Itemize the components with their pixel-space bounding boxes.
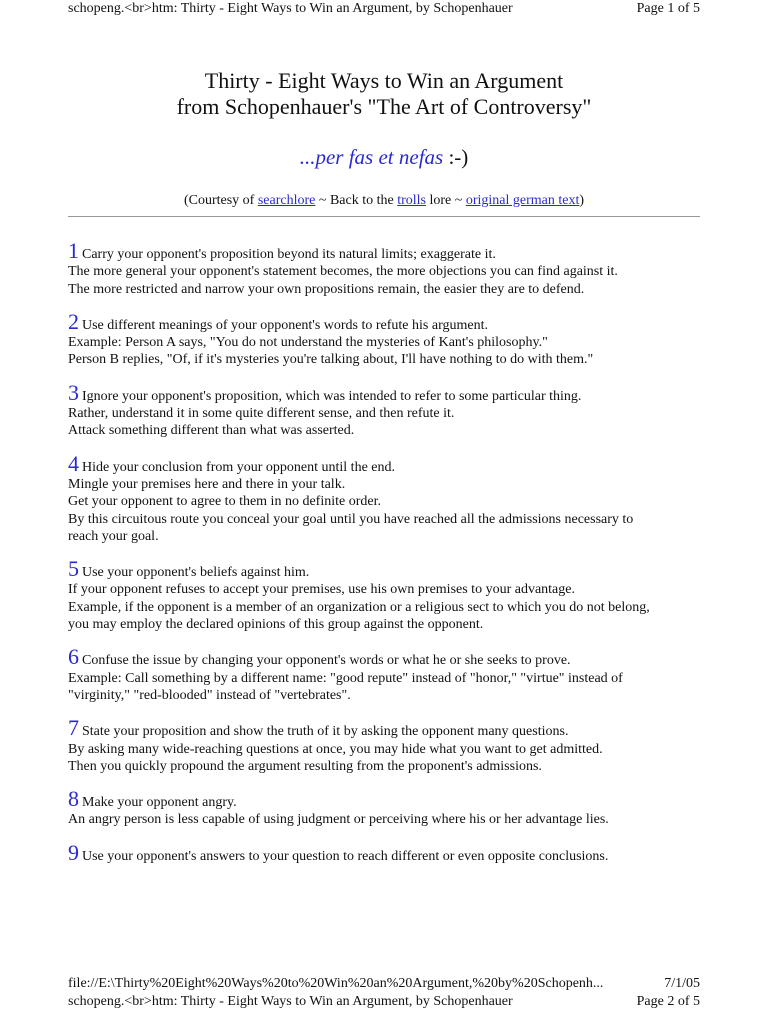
document-subtitle-source: from Schopenhauer's "The Art of Controversy" <box>176 94 592 119</box>
argument-explanation-line: Get your opponent to agree to them in no definite order. <box>68 494 381 510</box>
print-footer-title: schopeng.<br>htm: Thirty - Eight Ways to Win an Argument, by Schopenhauer <box>68 994 513 1009</box>
argument-summary: Make your opponent angry. <box>82 795 237 811</box>
argument-summary: Use different meanings of your opponent's words to refute his argument. <box>82 317 488 333</box>
argument-heading <box>68 238 708 263</box>
original-german-text-link[interactable]: original german text <box>465 193 580 208</box>
argument-explanation-line: Person B replies, "Of, if it's mysteries you're talking about, I'll have nothing to do with them." <box>68 352 594 368</box>
tagline <box>0 144 768 170</box>
courtesy-prefix: (Courtesy of <box>183 193 258 208</box>
argument-number: 2 <box>68 308 79 334</box>
argument-number: 4 <box>68 450 79 476</box>
argument-heading <box>68 308 708 334</box>
argument-item <box>68 786 708 829</box>
argument-explanation-line: Attack something different than what was asserted. <box>68 423 355 439</box>
argument-explanation <box>68 741 708 776</box>
argument-number: 6 <box>68 644 79 670</box>
argument-heading <box>68 715 708 741</box>
argument-explanation-line: Example: Person A says, "You do not understand the mysteries of Kant's philosophy." <box>68 335 548 351</box>
argument-explanation-line: By asking many wide-reaching questions at once, you may hide what you want to get admitted. <box>68 741 603 757</box>
argument-item <box>68 238 708 298</box>
argument-explanation-line: you may employ the declared opinions of this group against the opponent. <box>68 617 484 633</box>
argument-explanation <box>68 811 708 828</box>
argument-summary: State your proposition and show the truth of it by asking the opponent many questions. <box>82 724 569 740</box>
tagline-smiley: :-) <box>443 145 469 169</box>
argument-number: 5 <box>68 556 79 582</box>
argument-explanation <box>68 263 708 298</box>
searchlore-link[interactable]: searchlore <box>257 193 316 208</box>
argument-heading <box>68 556 708 582</box>
argument-summary: Hide your conclusion from your opponent until the end. <box>82 459 395 475</box>
argument-explanation <box>68 581 708 633</box>
courtesy-separator-2: lore ~ <box>426 193 466 208</box>
argument-number: 7 <box>68 715 79 741</box>
trolls-link[interactable]: trolls <box>397 193 426 208</box>
argument-summary: Carry your opponent's proposition beyond its natural limits; exaggerate it. <box>82 247 496 262</box>
argument-item <box>68 308 708 369</box>
argument-explanation-line: reach your goal. <box>68 528 159 544</box>
print-footer-file-path: file://E:\Thirty%20Eight%20Ways%20to%20Win%20an%20Argument,%20by%20Schopenh... <box>68 976 604 991</box>
argument-explanation-line: Rather, understand it in some quite different sense, and then refute it. <box>68 406 455 422</box>
argument-summary: Use your opponent's answers to your question to reach different or even opposite conclusions. <box>82 848 609 864</box>
argument-explanation-line: Example, if the opponent is a member of an organization or a religious sect to which you do not belong, <box>68 599 650 615</box>
argument-explanation-line: The more restricted and narrow your own propositions remain, the easier they are to defend. <box>68 281 585 297</box>
tagline-latin: ...per fas et nefas <box>299 145 444 169</box>
argument-number: 1 <box>68 238 79 263</box>
argument-explanation-line: By this circuitous route you conceal your goal until you have reached all the admissions necessary to <box>68 511 634 527</box>
argument-item <box>68 715 708 775</box>
argument-item <box>68 450 708 545</box>
argument-number: 9 <box>68 839 79 865</box>
print-header-title: schopeng.<br>htm: Thirty - Eight Ways to Win an Argument, by Schopenhauer <box>68 1 513 16</box>
argument-item <box>68 379 708 440</box>
argument-explanation <box>68 334 708 369</box>
argument-explanation-line: Example: Call something by a different name: "good repute" instead of "honor," "virtue" instead of <box>68 670 623 686</box>
argument-summary: Confuse the issue by changing your opponent's words or what he or she seeks to prove. <box>82 653 571 669</box>
argument-explanation <box>68 476 708 545</box>
argument-explanation <box>68 670 708 705</box>
argument-item <box>68 556 708 633</box>
argument-explanation-line: The more general your opponent's statement becomes, the more objections you can find against it. <box>68 264 618 280</box>
argument-heading <box>68 786 708 812</box>
document-title: Thirty - Eight Ways to Win an Argument <box>204 68 564 93</box>
horizontal-divider <box>68 216 700 217</box>
argument-number: 3 <box>68 379 79 405</box>
argument-heading <box>68 450 708 476</box>
argument-item <box>68 644 708 704</box>
argument-heading <box>68 644 708 670</box>
argument-explanation-line: Then you quickly propound the argument resulting from the proponent's admissions. <box>68 758 542 774</box>
argument-summary: Ignore your opponent's proposition, which was intended to refer to some particular thing. <box>82 388 582 404</box>
argument-explanation-line: Mingle your premises here and there in your talk. <box>68 476 346 492</box>
argument-explanation <box>68 405 708 440</box>
argument-explanation-line: If your opponent refuses to accept your premises, use his own premises to your advantage. <box>68 582 575 598</box>
argument-explanation-line: "virginity," "red-blooded" instead of "vertebrates". <box>68 687 351 703</box>
courtesy-suffix: ) <box>579 193 585 208</box>
courtesy-line <box>0 192 768 210</box>
print-footer-date: 7/1/05 <box>664 976 700 991</box>
argument-list <box>68 238 708 879</box>
argument-number: 8 <box>68 786 79 812</box>
argument-summary: Use your opponent's beliefs against him. <box>82 565 310 581</box>
courtesy-separator-1: ~ Back to the <box>315 193 398 208</box>
argument-explanation-line: An angry person is less capable of using judgment or perceiving where his or her advantage lies. <box>68 812 609 828</box>
argument-item <box>68 839 708 865</box>
argument-heading <box>68 379 708 405</box>
print-header-page-number: Page 1 of 5 <box>636 1 700 16</box>
print-footer-page-number: Page 2 of 5 <box>636 994 700 1009</box>
argument-heading <box>68 839 708 865</box>
